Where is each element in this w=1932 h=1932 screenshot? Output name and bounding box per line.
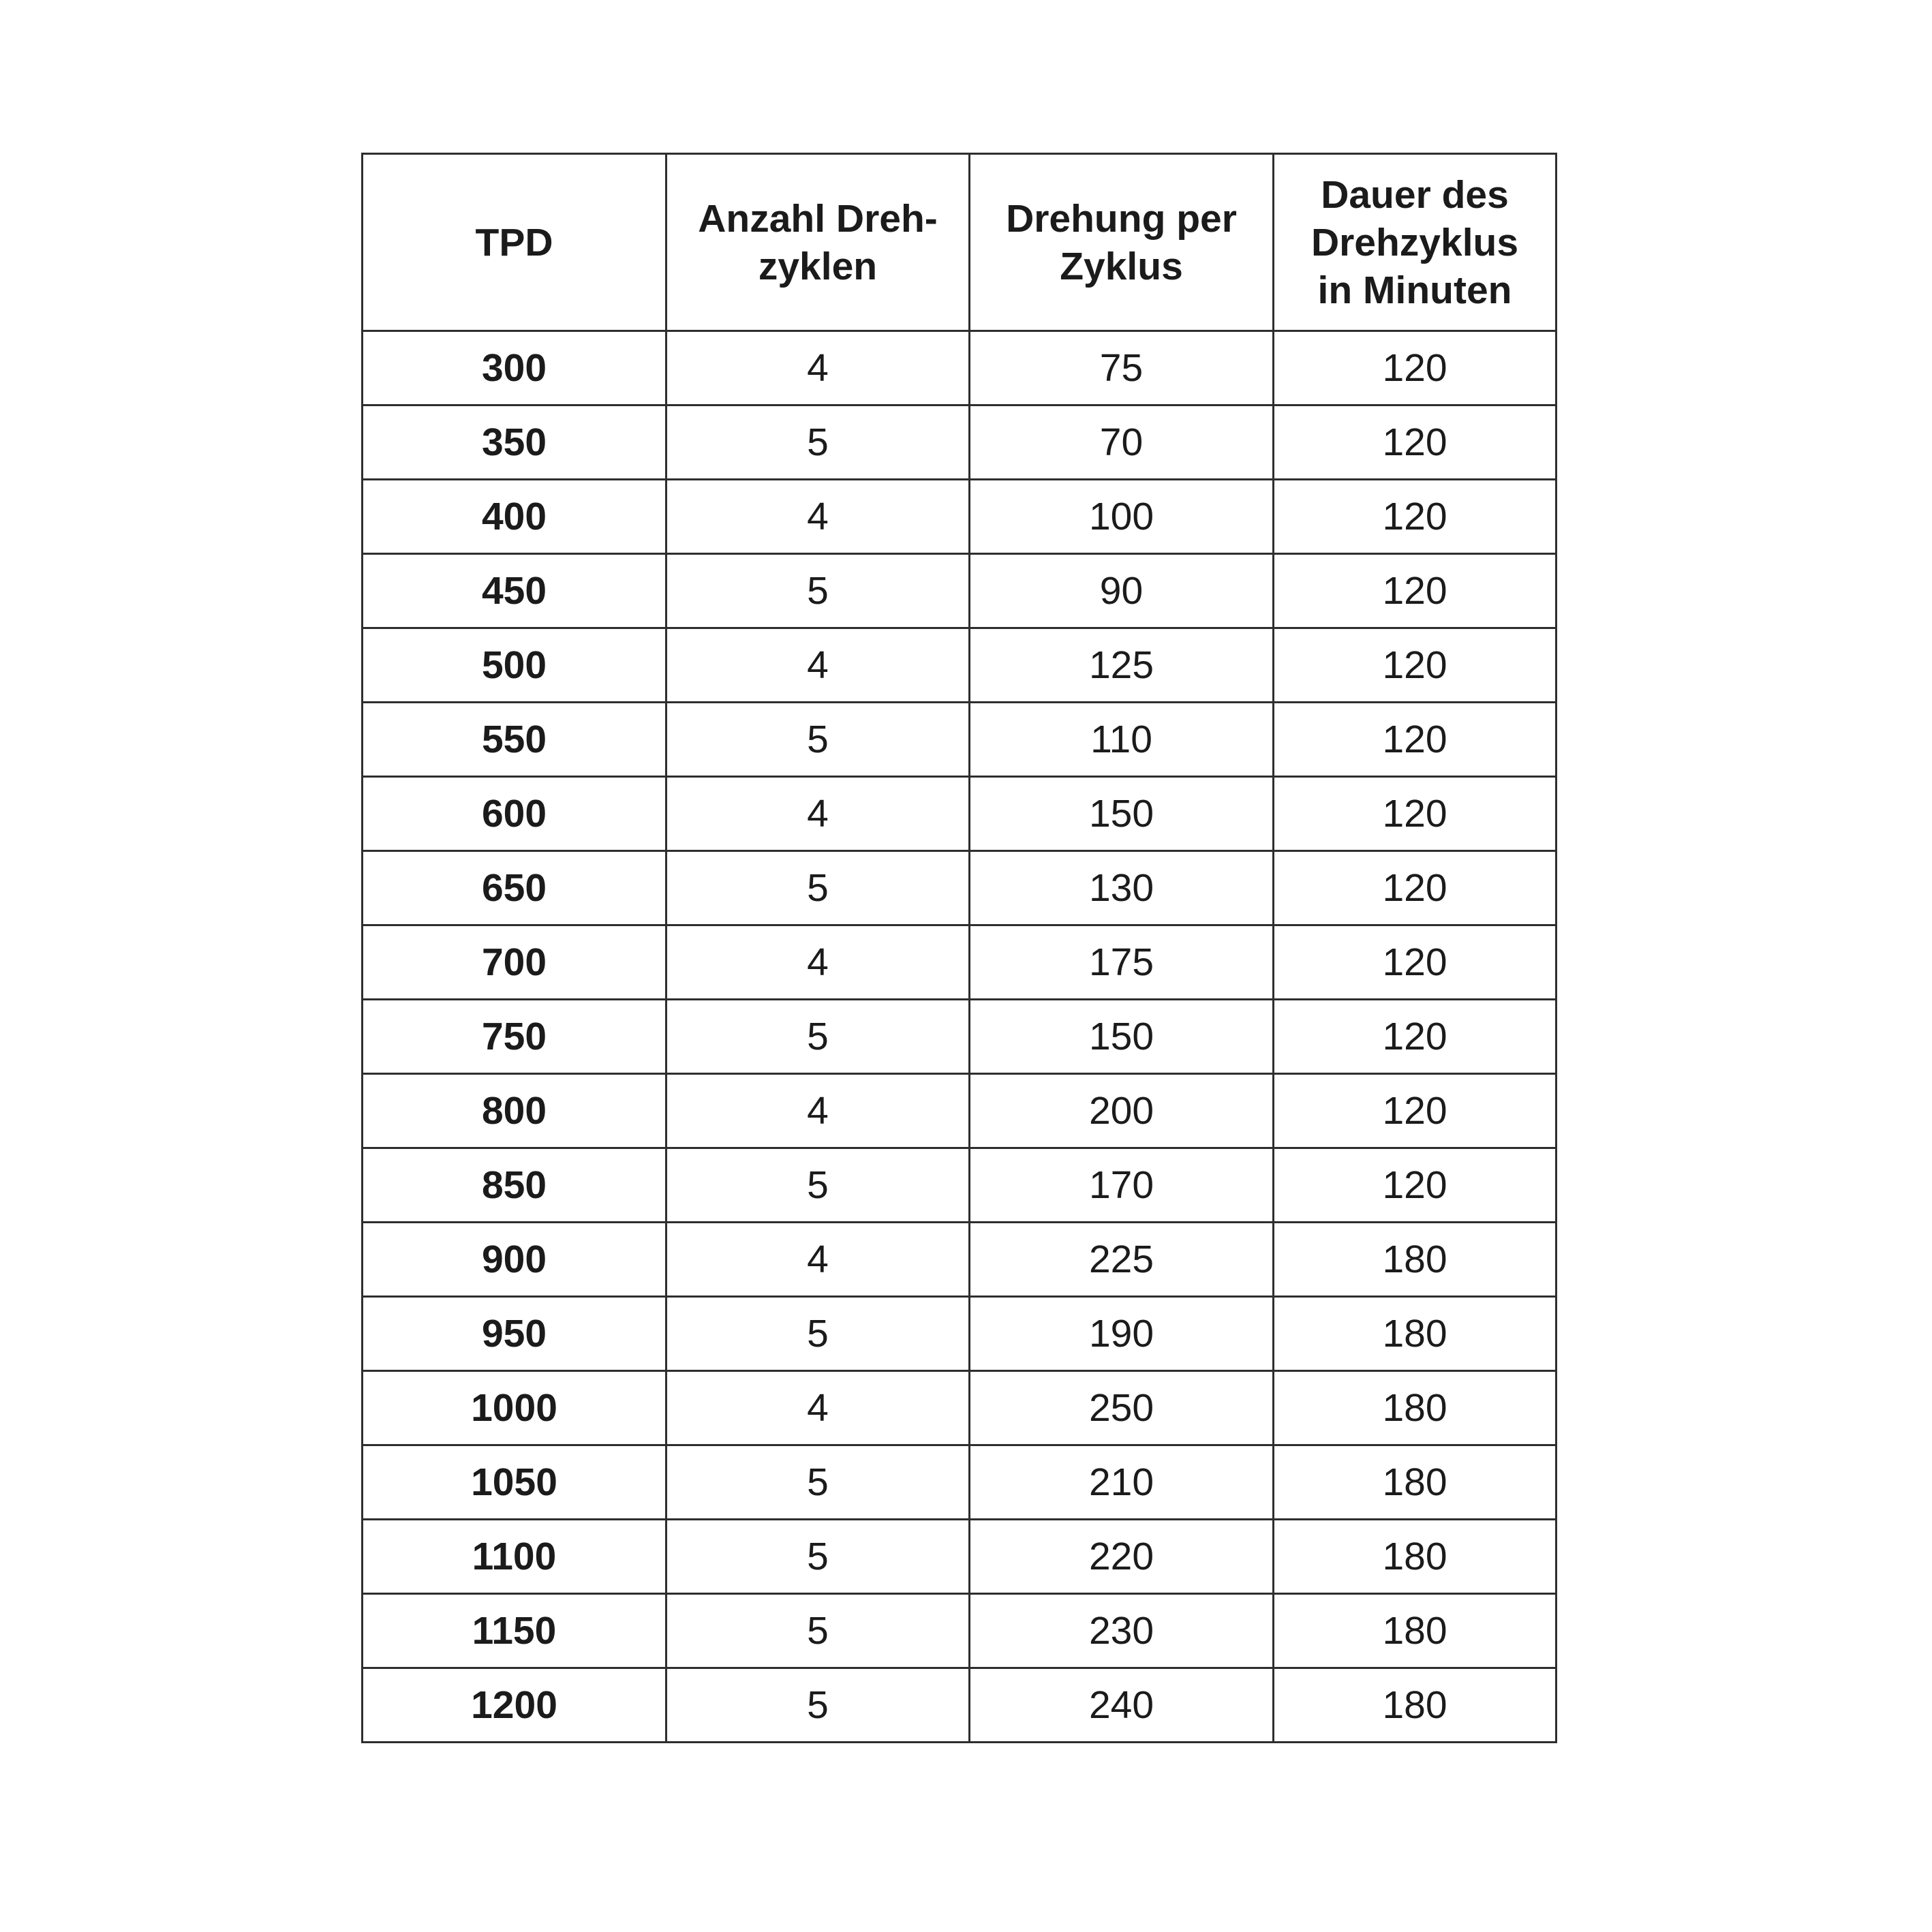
cell-anzahl-drehzyklen: 5 — [666, 1000, 970, 1074]
cell-anzahl-drehzyklen: 5 — [666, 851, 970, 925]
cell-dauer-minuten: 120 — [1274, 405, 1557, 480]
table-body — [363, 331, 1557, 1743]
cell-dauer-minuten: 180 — [1274, 1594, 1557, 1668]
cell-drehung-per-zyklus: 150 — [970, 777, 1274, 851]
table-row — [363, 405, 1557, 480]
cell-drehung-per-zyklus: 125 — [970, 628, 1274, 703]
cell-anzahl-drehzyklen: 4 — [666, 1223, 970, 1297]
table-row — [363, 1000, 1557, 1074]
cell-drehung-per-zyklus: 190 — [970, 1297, 1274, 1371]
cell-anzahl-drehzyklen: 5 — [666, 703, 970, 777]
cell-dauer-minuten: 180 — [1274, 1371, 1557, 1445]
cell-dauer-minuten: 120 — [1274, 628, 1557, 703]
table-row — [363, 331, 1557, 405]
cell-tpd: 450 — [363, 554, 666, 628]
table-row — [363, 1297, 1557, 1371]
cell-tpd: 650 — [363, 851, 666, 925]
cell-dauer-minuten: 120 — [1274, 1148, 1557, 1223]
table-row — [363, 1148, 1557, 1223]
cell-drehung-per-zyklus: 225 — [970, 1223, 1274, 1297]
cell-anzahl-drehzyklen: 4 — [666, 1371, 970, 1445]
cell-anzahl-drehzyklen: 5 — [666, 1520, 970, 1594]
header-tpd — [363, 154, 666, 331]
cell-drehung-per-zyklus: 75 — [970, 331, 1274, 405]
cell-dauer-minuten: 180 — [1274, 1668, 1557, 1743]
table-row — [363, 480, 1557, 554]
cell-tpd: 1100 — [363, 1520, 666, 1594]
header-drehung-line-1: Drehung per — [1006, 196, 1237, 241]
cell-anzahl-drehzyklen: 4 — [666, 1074, 970, 1148]
header-dauer-line-2: Drehzyklus — [1310, 220, 1519, 264]
cell-dauer-minuten: 120 — [1274, 925, 1557, 1000]
cell-drehung-per-zyklus: 90 — [970, 554, 1274, 628]
cell-drehung-per-zyklus: 70 — [970, 405, 1274, 480]
cell-dauer-minuten: 120 — [1274, 480, 1557, 554]
table-row — [363, 703, 1557, 777]
header-tpd-label: TPD — [475, 220, 553, 264]
table-row — [363, 628, 1557, 703]
cell-anzahl-drehzyklen: 5 — [666, 1594, 970, 1668]
cell-tpd: 400 — [363, 480, 666, 554]
cell-drehung-per-zyklus: 250 — [970, 1371, 1274, 1445]
cell-drehung-per-zyklus: 110 — [970, 703, 1274, 777]
cell-tpd: 1150 — [363, 1594, 666, 1668]
header-row — [363, 154, 1557, 331]
cell-anzahl-drehzyklen: 5 — [666, 1148, 970, 1223]
cell-tpd: 700 — [363, 925, 666, 1000]
cell-tpd: 600 — [363, 777, 666, 851]
cell-tpd: 800 — [363, 1074, 666, 1148]
cell-dauer-minuten: 180 — [1274, 1297, 1557, 1371]
header-dauer-line-1: Dauer des — [1321, 172, 1509, 217]
table-row — [363, 925, 1557, 1000]
cell-dauer-minuten: 180 — [1274, 1223, 1557, 1297]
cell-drehung-per-zyklus: 130 — [970, 851, 1274, 925]
header-drehung-per-zyklus — [970, 154, 1274, 331]
table-row — [363, 554, 1557, 628]
table-row — [363, 777, 1557, 851]
cell-anzahl-drehzyklen: 4 — [666, 777, 970, 851]
cell-dauer-minuten: 180 — [1274, 1520, 1557, 1594]
cell-tpd: 550 — [363, 703, 666, 777]
cell-drehung-per-zyklus: 240 — [970, 1668, 1274, 1743]
header-anzahl-drehzyklen — [666, 154, 970, 331]
cell-tpd: 500 — [363, 628, 666, 703]
table-row — [363, 1371, 1557, 1445]
table-row — [363, 1668, 1557, 1743]
cell-dauer-minuten: 120 — [1274, 1074, 1557, 1148]
cell-drehung-per-zyklus: 175 — [970, 925, 1274, 1000]
header-anzahl-line-1: Anzahl Dreh- — [698, 196, 938, 241]
cell-anzahl-drehzyklen: 5 — [666, 405, 970, 480]
header-drehung-line-2: Zyklus — [1060, 244, 1183, 288]
rotation-cycle-table — [361, 153, 1557, 1743]
cell-anzahl-drehzyklen: 5 — [666, 1297, 970, 1371]
cell-anzahl-drehzyklen: 4 — [666, 480, 970, 554]
table-row — [363, 1594, 1557, 1668]
cell-tpd: 950 — [363, 1297, 666, 1371]
cell-anzahl-drehzyklen: 4 — [666, 331, 970, 405]
cell-tpd: 900 — [363, 1223, 666, 1297]
header-anzahl-line-2: zyklen — [758, 244, 878, 288]
cell-anzahl-drehzyklen: 5 — [666, 1445, 970, 1520]
cell-dauer-minuten: 120 — [1274, 703, 1557, 777]
table-row — [363, 1445, 1557, 1520]
cell-tpd: 1050 — [363, 1445, 666, 1520]
cell-drehung-per-zyklus: 200 — [970, 1074, 1274, 1148]
cell-tpd: 1000 — [363, 1371, 666, 1445]
cell-anzahl-drehzyklen: 5 — [666, 1668, 970, 1743]
cell-drehung-per-zyklus: 150 — [970, 1000, 1274, 1074]
cell-drehung-per-zyklus: 170 — [970, 1148, 1274, 1223]
cell-dauer-minuten: 120 — [1274, 1000, 1557, 1074]
cell-dauer-minuten: 120 — [1274, 554, 1557, 628]
cell-tpd: 300 — [363, 331, 666, 405]
cell-tpd: 350 — [363, 405, 666, 480]
header-dauer-line-3: in Minuten — [1317, 268, 1512, 312]
cell-drehung-per-zyklus: 220 — [970, 1520, 1274, 1594]
table-row — [363, 1223, 1557, 1297]
cell-anzahl-drehzyklen: 4 — [666, 925, 970, 1000]
cell-anzahl-drehzyklen: 5 — [666, 554, 970, 628]
table-row — [363, 1074, 1557, 1148]
cell-tpd: 1200 — [363, 1668, 666, 1743]
cell-tpd: 850 — [363, 1148, 666, 1223]
cell-tpd: 750 — [363, 1000, 666, 1074]
cell-dauer-minuten: 120 — [1274, 331, 1557, 405]
cell-dauer-minuten: 120 — [1274, 851, 1557, 925]
cell-drehung-per-zyklus: 210 — [970, 1445, 1274, 1520]
table-row — [363, 851, 1557, 925]
cell-drehung-per-zyklus: 100 — [970, 480, 1274, 554]
cell-drehung-per-zyklus: 230 — [970, 1594, 1274, 1668]
cell-dauer-minuten: 180 — [1274, 1445, 1557, 1520]
header-dauer-drehzyklus — [1274, 154, 1557, 331]
cell-dauer-minuten: 120 — [1274, 777, 1557, 851]
cell-anzahl-drehzyklen: 4 — [666, 628, 970, 703]
table-row — [363, 1520, 1557, 1594]
